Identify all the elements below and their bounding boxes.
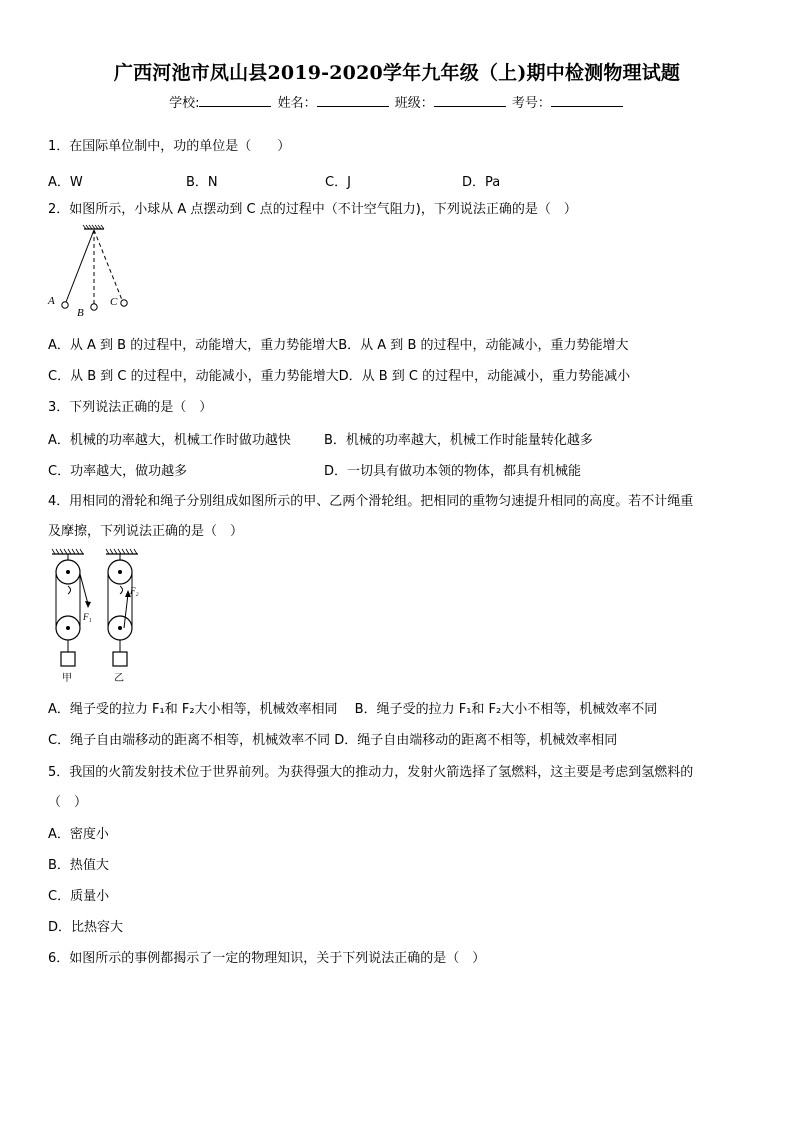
- pendulum-label-c: C: [110, 296, 118, 308]
- question-4-options-line1: A．绳子受的拉力 F₁和 F₂大小相等，机械效率相同 B．绳子受的拉力 F₁和 F₂大小不相等，机械效率不同: [48, 702, 658, 717]
- q3-option-d: D．一切具有做功本领的物体，都具有机械能: [324, 464, 582, 479]
- number-label: 考号：: [511, 96, 551, 111]
- q1-option-c: C．J: [325, 175, 351, 190]
- force-label-f1: F₁: [83, 612, 92, 622]
- q1-option-a: A．W: [48, 175, 83, 190]
- class-blank[interactable]: [434, 94, 506, 107]
- q3-option-c: C．功率越大，做功越多: [48, 464, 188, 479]
- question-4-options-line2: C．绳子自由端移动的距离不相等，机械效率不同 D．绳子自由端移动的距离不相等，机械效率相同: [48, 733, 618, 748]
- force-label-f2: F₂: [130, 586, 139, 596]
- question-5-stem-line2: （ ）: [48, 795, 88, 810]
- pendulum-figure: [44, 224, 144, 320]
- student-info-line: [0, 92, 794, 111]
- q5-option-d: D．比热容大: [48, 920, 124, 935]
- pendulum-label-a: A: [48, 295, 55, 307]
- class-label: 班级：: [394, 96, 434, 111]
- question-1-stem: 1．在国际单位制中，功的单位是（ ）: [48, 139, 291, 154]
- question-2-options-line1: A．从 A 到 B 的过程中，动能增大，重力势能增大B．从 A 到 B 的过程中，动能减小，重力势能增大: [48, 338, 629, 353]
- question-5-stem-line1: 5．我国的火箭发射技术位于世界前列。为获得强大的推动力，发射火箭选择了氢燃料，这主要是考虑到氢燃料的: [48, 765, 694, 780]
- name-label: 姓名：: [277, 96, 317, 111]
- name-blank[interactable]: [317, 94, 389, 107]
- question-4-stem-line1: 4．用相同的滑轮和绳子分别组成如图所示的甲、乙两个滑轮组。把相同的重物匀速提升相同的高度。若不计绳重: [48, 494, 694, 509]
- q3-option-b: B．机械的功率越大，机械工作时能量转化越多: [324, 433, 593, 448]
- number-blank[interactable]: [551, 94, 623, 107]
- q1-option-b: B．N: [186, 175, 218, 190]
- q5-option-b: B．热值大: [48, 858, 109, 873]
- question-6-stem: 6．如图所示的事例都揭示了一定的物理知识，关于下列说法正确的是（ ）: [48, 951, 486, 966]
- question-4-stem-line2: 及摩擦，下列说法正确的是（ ）: [48, 524, 244, 539]
- q1-option-d: D．Pa: [462, 175, 501, 190]
- question-2-stem: 2．如图所示，小球从 A 点摆动到 C 点的过程中（不计空气阻力)，下列说法正确的是（ ）: [48, 202, 577, 217]
- page-title: 广西河池市凤山县2019-2020学年九年级（上)期中检测物理试题: [113, 62, 681, 84]
- school-label: 学校:: [169, 96, 200, 111]
- question-3-stem: 3．下列说法正确的是（ ）: [48, 400, 213, 415]
- pulley-label-jia: 甲: [62, 673, 72, 684]
- q5-option-a: A．密度小: [48, 827, 109, 842]
- question-2-options-line2: C．从 B 到 C 的过程中，动能减小，重力势能增大D．从 B 到 C 的过程中，动能减小，重力势能减小: [48, 369, 631, 384]
- q5-option-c: C．质量小: [48, 889, 110, 904]
- school-blank[interactable]: [199, 94, 271, 107]
- pulley-label-yi: 乙: [114, 673, 124, 684]
- pulley-figure: [44, 546, 154, 690]
- pendulum-label-b: B: [77, 307, 84, 319]
- q3-option-a: A．机械的功率越大，机械工作时做功越快: [48, 433, 291, 448]
